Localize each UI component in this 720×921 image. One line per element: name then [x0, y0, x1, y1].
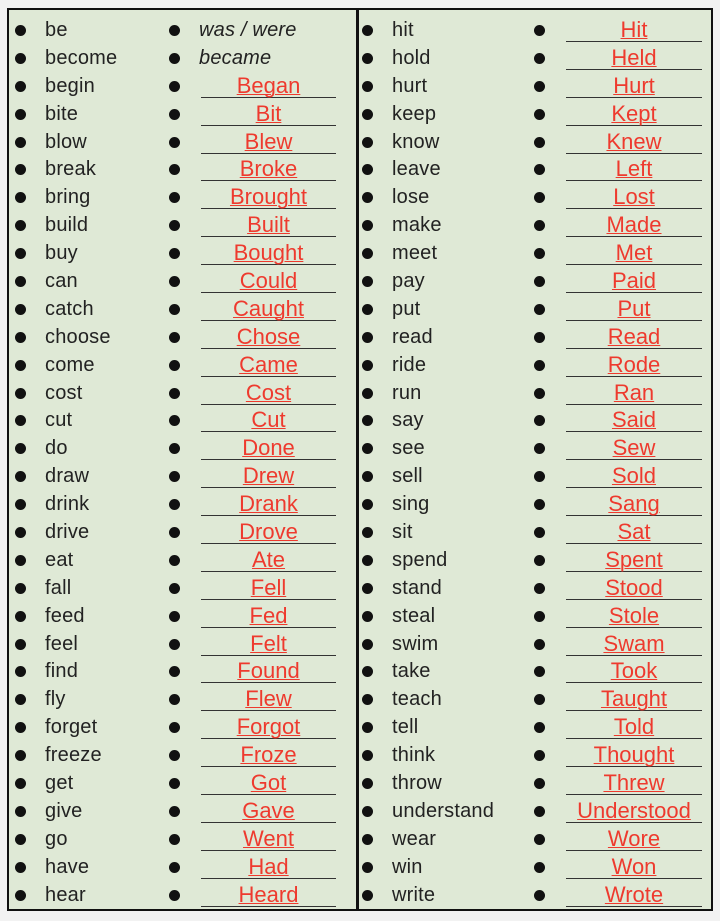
bullet-icon — [534, 220, 545, 231]
bullet-icon — [362, 332, 373, 343]
bullet-icon — [169, 555, 180, 566]
base-verb: cut — [45, 409, 73, 432]
bullet-icon — [169, 499, 180, 510]
bullet-icon — [362, 862, 373, 873]
bullet-icon — [362, 666, 373, 677]
base-verb: write — [392, 883, 436, 906]
past-form-answer[interactable]: Done — [242, 435, 295, 461]
bullet-icon — [534, 834, 545, 845]
table-row — [9, 769, 711, 797]
base-verb: have — [45, 855, 90, 878]
table-row — [9, 741, 711, 769]
past-form-answer[interactable]: Caught — [233, 295, 304, 321]
bullet-icon — [15, 611, 26, 622]
bullet-icon — [169, 388, 180, 399]
bullet-icon — [534, 276, 545, 287]
past-form-answer[interactable]: Broke — [239, 156, 298, 182]
table-row — [9, 462, 711, 490]
bullet-icon — [169, 81, 180, 92]
base-verb: leave — [392, 158, 441, 181]
bullet-icon — [534, 443, 545, 454]
table-row — [9, 183, 711, 211]
past-form-answer[interactable]: Fed — [249, 602, 288, 628]
verb-table — [9, 16, 711, 909]
past-form-answer[interactable]: Drank — [239, 491, 298, 517]
bullet-icon — [362, 750, 373, 761]
bullet-icon — [15, 834, 26, 845]
past-form-answer[interactable]: Held — [611, 44, 657, 70]
bullet-icon — [15, 388, 26, 399]
past-form-answer[interactable]: Stood — [605, 574, 663, 600]
bullet-icon — [15, 248, 26, 259]
past-form-answer[interactable]: Spent — [605, 546, 663, 572]
base-verb: draw — [45, 465, 90, 488]
bullet-icon — [362, 164, 373, 175]
bullet-icon — [534, 639, 545, 650]
past-form-answer[interactable]: Began — [236, 72, 301, 98]
table-row — [9, 574, 711, 602]
bullet-icon — [15, 137, 26, 148]
bullet-icon — [362, 248, 373, 259]
bullet-icon — [169, 694, 180, 705]
base-verb: steal — [392, 604, 436, 627]
base-verb: forget — [45, 716, 98, 739]
past-form-answer[interactable]: Kept — [611, 100, 657, 126]
past-form-answer[interactable]: Wrote — [604, 881, 664, 907]
past-form-answer[interactable]: Took — [610, 658, 658, 684]
base-verb: meet — [392, 242, 438, 265]
bullet-icon — [169, 360, 180, 371]
bullet-icon — [15, 555, 26, 566]
bullet-icon — [362, 192, 373, 203]
base-verb: sit — [392, 521, 413, 544]
bullet-icon — [534, 862, 545, 873]
past-form-answer[interactable]: Hit — [620, 17, 648, 42]
base-verb: eat — [45, 548, 74, 571]
table-row — [9, 239, 711, 267]
bullet-icon — [362, 25, 373, 36]
past-form-answer[interactable]: Rode — [607, 351, 661, 377]
base-verb: can — [45, 270, 78, 293]
bullet-icon — [169, 862, 180, 873]
bullet-icon — [534, 164, 545, 175]
bullet-icon — [15, 806, 26, 817]
bullet-icon — [15, 304, 26, 315]
past-form-answer[interactable]: Chose — [236, 323, 301, 349]
bullet-icon — [15, 25, 26, 36]
bullet-icon — [362, 890, 373, 901]
past-form-answer[interactable]: Taught — [600, 686, 668, 712]
bullet-icon — [15, 778, 26, 789]
bullet-icon — [362, 527, 373, 538]
bullet-icon — [534, 666, 545, 677]
base-verb: drive — [45, 521, 90, 544]
bullet-icon — [362, 443, 373, 454]
past-form-answer[interactable]: Sold — [611, 463, 657, 489]
past-form-answer[interactable]: Won — [611, 853, 657, 879]
bullet-icon — [15, 360, 26, 371]
base-verb: win — [392, 855, 423, 878]
base-verb: hold — [392, 46, 431, 69]
bullet-icon — [534, 750, 545, 761]
table-row — [9, 490, 711, 518]
base-verb: think — [392, 744, 436, 767]
bullet-icon — [534, 471, 545, 482]
bullet-icon — [15, 276, 26, 287]
past-form-answer[interactable]: Bit — [255, 100, 282, 126]
past-form-answer[interactable]: Went — [243, 825, 294, 851]
bullet-icon — [534, 499, 545, 510]
base-verb: blow — [45, 130, 87, 153]
table-row — [9, 323, 711, 351]
worksheet — [7, 8, 713, 911]
base-verb: run — [392, 381, 422, 404]
bullet-icon — [169, 109, 180, 120]
base-verb: ride — [392, 353, 427, 376]
past-form-answer[interactable]: Sew — [612, 435, 656, 461]
table-row — [9, 546, 711, 574]
base-verb: drink — [45, 493, 90, 516]
base-verb: find — [45, 660, 79, 683]
past-form-answer[interactable]: Built — [247, 212, 290, 238]
bullet-icon — [534, 248, 545, 259]
bullet-icon — [362, 611, 373, 622]
bullet-icon — [169, 25, 180, 36]
bullet-icon — [362, 53, 373, 64]
past-form-answer[interactable]: Came — [239, 351, 298, 377]
table-row — [9, 44, 711, 72]
table-row — [9, 630, 711, 658]
table-row — [9, 406, 711, 434]
base-verb: swim — [392, 632, 439, 655]
bullet-icon — [15, 164, 26, 175]
table-row — [9, 797, 711, 825]
base-verb: wear — [392, 827, 437, 850]
bullet-icon — [15, 890, 26, 901]
bullet-icon — [15, 220, 26, 231]
bullet-icon — [169, 415, 180, 426]
bullet-icon — [362, 722, 373, 733]
bullet-icon — [169, 276, 180, 287]
bullet-icon — [362, 388, 373, 399]
past-form-answer[interactable]: Threw — [603, 770, 665, 796]
base-verb: freeze — [45, 744, 102, 767]
bullet-icon — [15, 471, 26, 482]
bullet-icon — [534, 360, 545, 371]
bullet-icon — [15, 666, 26, 677]
past-form-answer[interactable]: Drove — [239, 519, 298, 545]
bullet-icon — [15, 862, 26, 873]
past-form-answer[interactable]: Met — [615, 240, 653, 266]
bullet-icon — [15, 639, 26, 650]
past-form-answer[interactable]: Hurt — [613, 72, 655, 98]
past-form-answer[interactable]: Drew — [242, 463, 295, 489]
past-form-answer[interactable]: Made — [606, 212, 662, 238]
table-row — [9, 155, 711, 183]
table-row — [9, 100, 711, 128]
bullet-icon — [534, 778, 545, 789]
table-row — [9, 16, 711, 44]
bullet-icon — [169, 834, 180, 845]
table-row — [9, 881, 711, 909]
bullet-icon — [169, 220, 180, 231]
bullet-icon — [362, 276, 373, 287]
bullet-icon — [362, 220, 373, 231]
bullet-icon — [534, 192, 545, 203]
past-form-answer[interactable]: Told — [613, 714, 655, 740]
past-form-answer[interactable]: Knew — [606, 128, 662, 154]
base-verb: fly — [45, 688, 66, 711]
past-form-printed: became — [199, 46, 272, 69]
bullet-icon — [362, 583, 373, 594]
past-form-answer[interactable]: Understood — [577, 797, 691, 823]
bullet-icon — [169, 666, 180, 677]
past-form-answer[interactable]: Found — [237, 658, 300, 684]
base-verb: choose — [45, 325, 111, 348]
base-verb: make — [392, 214, 442, 237]
bullet-icon — [15, 443, 26, 454]
base-verb: get — [45, 772, 74, 795]
bullet-icon — [169, 722, 180, 733]
bullet-icon — [169, 304, 180, 315]
bullet-icon — [15, 583, 26, 594]
bullet-icon — [15, 694, 26, 705]
base-verb: catch — [45, 297, 94, 320]
base-verb: come — [45, 353, 95, 376]
base-verb: bite — [45, 102, 79, 125]
bullet-icon — [15, 53, 26, 64]
table-row — [9, 351, 711, 379]
base-verb: feel — [45, 632, 79, 655]
base-verb: teach — [392, 688, 442, 711]
table-row — [9, 853, 711, 881]
bullet-icon — [534, 583, 545, 594]
past-form-answer[interactable]: Ran — [613, 379, 655, 405]
bullet-icon — [169, 527, 180, 538]
past-form-answer[interactable]: Swam — [603, 630, 665, 656]
bullet-icon — [362, 471, 373, 482]
bullet-icon — [169, 639, 180, 650]
bullet-icon — [169, 164, 180, 175]
table-row — [9, 211, 711, 239]
bullet-icon — [534, 555, 545, 566]
base-verb: hear — [45, 883, 86, 906]
bullet-icon — [534, 25, 545, 36]
bullet-icon — [362, 499, 373, 510]
base-verb: take — [392, 660, 431, 683]
base-verb: read — [392, 325, 433, 348]
past-form-answer[interactable]: Flew — [245, 686, 292, 712]
table-row — [9, 128, 711, 156]
bullet-icon — [169, 611, 180, 622]
bullet-icon — [362, 555, 373, 566]
bullet-icon — [169, 471, 180, 482]
base-verb: cost — [45, 381, 83, 404]
past-form-answer[interactable]: Stole — [608, 602, 660, 628]
table-row — [9, 434, 711, 462]
bullet-icon — [362, 834, 373, 845]
base-verb: hurt — [392, 74, 428, 97]
past-form-answer[interactable]: Heard — [238, 881, 299, 907]
bullet-icon — [15, 722, 26, 733]
bullet-icon — [534, 304, 545, 315]
bullet-icon — [15, 415, 26, 426]
table-row — [9, 825, 711, 853]
base-verb: fall — [45, 576, 72, 599]
base-verb: pay — [392, 270, 425, 293]
table-row — [9, 72, 711, 100]
bullet-icon — [534, 806, 545, 817]
bullet-icon — [362, 415, 373, 426]
past-form-answer[interactable]: Said — [611, 407, 657, 433]
bullet-icon — [15, 750, 26, 761]
base-verb: go — [45, 827, 68, 850]
bullet-icon — [362, 137, 373, 148]
table-row — [9, 685, 711, 713]
bullet-icon — [362, 81, 373, 92]
past-form-answer[interactable]: Blew — [244, 128, 293, 154]
bullet-icon — [169, 806, 180, 817]
bullet-icon — [169, 583, 180, 594]
base-verb: spend — [392, 548, 448, 571]
base-verb: build — [45, 214, 89, 237]
base-verb: buy — [45, 242, 78, 265]
base-verb: break — [45, 158, 97, 181]
base-verb: understand — [392, 799, 495, 822]
bullet-icon — [169, 53, 180, 64]
bullet-icon — [15, 332, 26, 343]
past-form-answer[interactable]: Brought — [229, 184, 308, 210]
base-verb: keep — [392, 102, 437, 125]
bullet-icon — [15, 192, 26, 203]
table-row — [9, 295, 711, 323]
table-row — [9, 713, 711, 741]
bullet-icon — [534, 890, 545, 901]
table-row — [9, 379, 711, 407]
base-verb: do — [45, 437, 68, 460]
base-verb: stand — [392, 576, 442, 599]
bullet-icon — [169, 890, 180, 901]
bullet-icon — [15, 109, 26, 120]
bullet-icon — [362, 304, 373, 315]
base-verb: be — [45, 19, 68, 41]
past-form-answer[interactable]: Sat — [617, 519, 651, 545]
bullet-icon — [534, 722, 545, 733]
past-form-answer[interactable]: Thought — [593, 742, 675, 768]
table-row — [9, 267, 711, 295]
past-form-answer[interactable]: Forgot — [236, 714, 301, 740]
bullet-icon — [534, 694, 545, 705]
bullet-icon — [534, 415, 545, 426]
base-verb: hit — [392, 19, 414, 41]
base-verb: bring — [45, 186, 91, 209]
past-form-answer[interactable]: Had — [248, 853, 289, 879]
past-form-printed: was / were — [199, 19, 297, 41]
base-verb: say — [392, 409, 424, 432]
bullet-icon — [15, 527, 26, 538]
base-verb: lose — [392, 186, 430, 209]
bullet-icon — [534, 611, 545, 622]
bullet-icon — [169, 248, 180, 259]
bullet-icon — [169, 332, 180, 343]
base-verb: give — [45, 799, 83, 822]
table-row — [9, 657, 711, 685]
bullet-icon — [169, 778, 180, 789]
past-form-answer[interactable]: Paid — [611, 268, 657, 294]
past-form-answer[interactable]: Ate — [251, 546, 286, 572]
bullet-icon — [534, 332, 545, 343]
bullet-icon — [362, 806, 373, 817]
bullet-icon — [534, 137, 545, 148]
past-form-answer[interactable]: Felt — [250, 630, 287, 656]
base-verb: sell — [392, 465, 423, 488]
bullet-icon — [362, 639, 373, 650]
base-verb: know — [392, 130, 440, 153]
bullet-icon — [534, 109, 545, 120]
past-form-answer[interactable]: Wore — [607, 825, 661, 851]
bullet-icon — [169, 750, 180, 761]
bullet-icon — [362, 109, 373, 120]
past-form-answer[interactable]: Could — [239, 268, 298, 294]
bullet-icon — [169, 137, 180, 148]
past-form-answer[interactable]: Got — [250, 770, 287, 796]
past-form-answer[interactable]: Froze — [240, 742, 297, 768]
past-form-answer[interactable]: Sang — [608, 491, 660, 517]
past-form-answer[interactable]: Fell — [250, 574, 287, 600]
bullet-icon — [169, 443, 180, 454]
past-form-answer[interactable]: Left — [615, 156, 653, 182]
past-form-answer[interactable]: Lost — [613, 184, 655, 210]
bullet-icon — [15, 499, 26, 510]
bullet-icon — [534, 388, 545, 399]
table-row — [9, 518, 711, 546]
bullet-icon — [534, 53, 545, 64]
base-verb: become — [45, 46, 118, 69]
past-form-answer[interactable]: Bought — [233, 240, 304, 266]
base-verb: sing — [392, 493, 430, 516]
bullet-icon — [534, 81, 545, 92]
base-verb: tell — [392, 716, 419, 739]
bullet-icon — [362, 778, 373, 789]
base-verb: feed — [45, 604, 85, 627]
bullet-icon — [362, 360, 373, 371]
past-form-answer[interactable]: Read — [607, 323, 661, 349]
past-form-answer[interactable]: Cut — [251, 407, 286, 433]
past-form-answer[interactable]: Cost — [245, 379, 292, 405]
base-verb: throw — [392, 772, 442, 795]
past-form-answer[interactable]: Gave — [242, 797, 295, 823]
base-verb: see — [392, 437, 425, 460]
base-verb: begin — [45, 74, 95, 97]
past-form-answer[interactable]: Put — [617, 295, 651, 321]
bullet-icon — [169, 192, 180, 203]
bullet-icon — [362, 694, 373, 705]
base-verb: put — [392, 297, 421, 320]
table-row — [9, 602, 711, 630]
bullet-icon — [15, 81, 26, 92]
bullet-icon — [534, 527, 545, 538]
